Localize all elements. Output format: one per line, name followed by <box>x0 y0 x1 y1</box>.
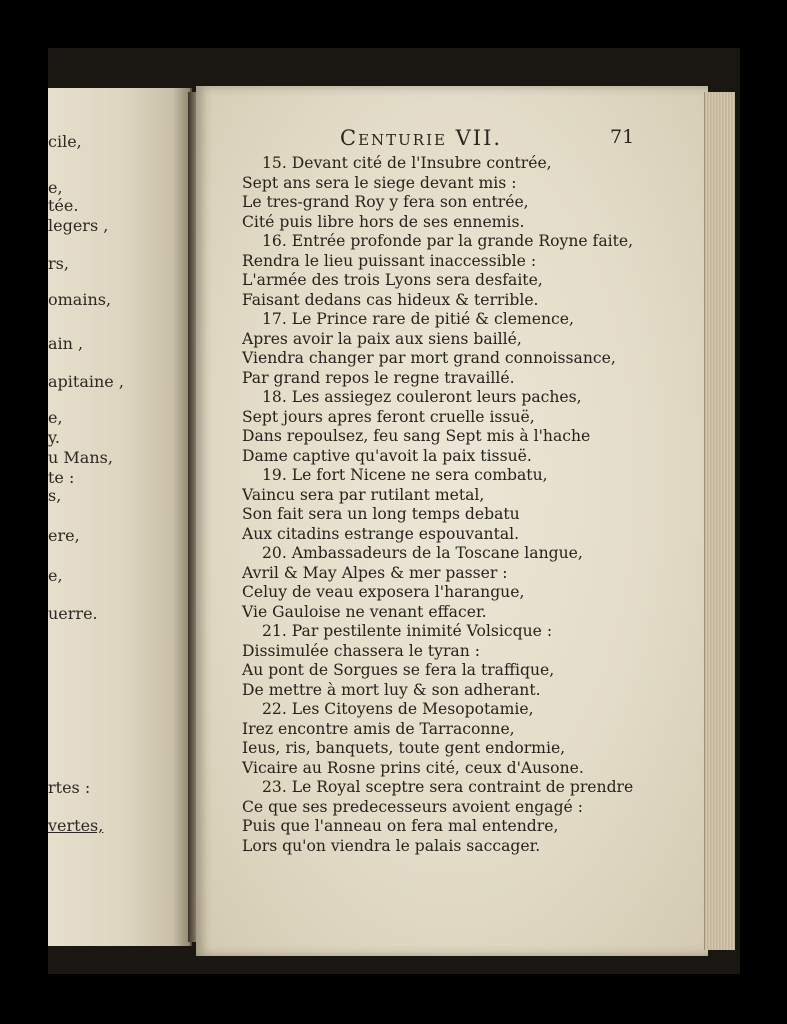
left-fragment: ain , <box>48 334 84 353</box>
verse-line: 15. Devant cité de l'Insubre contrée, <box>262 154 552 172</box>
left-fragment: rtes : <box>48 778 91 797</box>
verse-line: 22. Les Citoyens de Mesopotamie, <box>262 700 534 718</box>
verse-line: Son fait sera un long temps debatu <box>242 505 520 523</box>
left-fragment: s, <box>48 486 62 505</box>
verse-line: 19. Le fort Nicene ne sera combatu, <box>262 466 548 484</box>
left-fragment: e, <box>48 408 63 427</box>
left-fragment: tée. <box>48 196 79 215</box>
verse-line: Irez encontre amis de Tarraconne, <box>242 719 515 738</box>
verse-line: 20. Ambassadeurs de la Toscane langue, <box>262 544 583 562</box>
verse-line: Ieus, ris, banquets, toute gent endormie, <box>242 739 566 757</box>
verse-line: Avril & May Alpes & mer passer : <box>242 563 508 582</box>
page-number: 71 <box>610 126 635 148</box>
verse-line: Rendra le lieu puissant inaccessible : <box>242 251 537 270</box>
left-fragment: te : <box>48 468 75 487</box>
verse-line: Ce que ses predecesseurs avoient engagé : <box>242 797 583 816</box>
verse-line: Dissimulée chassera le tyran : <box>242 641 480 660</box>
verse-line: L'armée des trois Lyons sera desfaite, <box>242 271 543 289</box>
verse-line: Puis que l'anneau on fera mal entendre, <box>242 817 559 835</box>
verse-line: Apres avoir la paix aux siens baillé, <box>242 329 522 348</box>
left-fragment: omains, <box>48 290 112 309</box>
left-fragment: u Mans, <box>48 448 113 467</box>
verse-line: Dame captive qu'avoit la paix tissuë. <box>242 446 532 465</box>
verse-line: Vie Gauloise ne venant effacer. <box>242 602 487 621</box>
verse-line: Dans repoulsez, feu sang Sept mis à l'hache <box>242 427 591 445</box>
verse-line: De mettre à mort luy & son adherant. <box>242 680 541 699</box>
verse-line: 23. Le Royal sceptre sera contraint de prendre <box>262 778 634 796</box>
left-fragment: vertes, <box>48 816 104 835</box>
verse-line: 17. Le Prince rare de pitié & clemence, <box>262 310 574 328</box>
left-fragment: e, <box>48 566 63 585</box>
running-title: Centurie VII. <box>340 126 503 150</box>
left-fragment: y. <box>48 428 60 447</box>
left-fragment: uerre. <box>48 604 98 623</box>
verse-line: Aux citadins estrange espouvantal. <box>242 524 520 543</box>
verse-line: Faisant dedans cas hideux & terrible. <box>242 290 539 309</box>
left-fragment: apitaine , <box>48 372 124 391</box>
verse-line: Par grand repos le regne travaillé. <box>242 368 515 387</box>
left-page <box>48 88 192 946</box>
verse-line: Viendra changer par mort grand connoissance, <box>242 349 616 367</box>
verse-line: Vaincu sera par rutilant metal, <box>242 485 485 504</box>
verse-line: Sept ans sera le siege devant mis : <box>242 173 517 192</box>
left-fragment: rs, <box>48 254 69 273</box>
verse-line: Au pont de Sorgues se fera la traffique, <box>242 661 555 679</box>
verse-line: Celuy de veau exposera l'harangue, <box>242 583 525 601</box>
page-edges <box>704 92 735 950</box>
verse-line: Le tres-grand Roy y fera son entrée, <box>242 193 529 211</box>
left-fragment: ere, <box>48 526 80 545</box>
left-fragment: legers , <box>48 216 109 235</box>
left-fragment: e, <box>48 178 63 197</box>
verse-line: 16. Entrée profonde par la grande Royne faite, <box>262 232 634 250</box>
verse-line: Lors qu'on viendra le palais saccager. <box>242 836 541 855</box>
left-fragment: cile, <box>48 132 82 151</box>
verse-line: Sept jours apres feront cruelle issuë, <box>242 407 535 426</box>
verse-line: 21. Par pestilente inimité Volsicque : <box>262 622 553 640</box>
verse-line: Vicaire au Rosne prins cité, ceux d'Ausone. <box>242 758 584 777</box>
page-header <box>196 124 708 152</box>
left-page-text <box>48 88 190 946</box>
verse-line: 18. Les assiegez couleront leurs paches, <box>262 388 582 406</box>
verse-line: Cité puis libre hors de ses ennemis. <box>242 212 525 231</box>
